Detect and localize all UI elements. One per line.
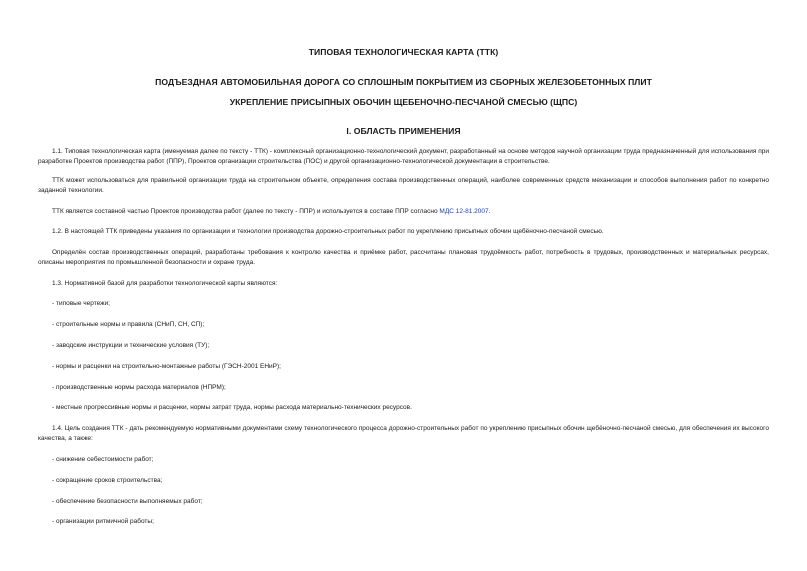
document-subtitle-road: ПОДЪЕЗДНАЯ АВТОМОБИЛЬНАЯ ДОРОГА СО СПЛОШНЫМ ПОКРЫТИЕМ ИЗ СБОРНЫХ ЖЕЛЕЗОБЕТОННЫХ ПЛИТ [155,77,652,87]
paragraph-1-1: 1.1. Типовая технологическая карта (именуемая далее по тексту - ТТК) - комплексный организационно-технологический документ, разработанный на основе методов научной организации труда предназначенный для использования при разработке Проектов производства работ (ППР), Проектов организации строительства (ПОС) и другой организационно-технологической документации в строительстве. [38,148,769,165]
paragraph-ttk-part-of-ppr [38,207,769,217]
list-item: - снижение себестоимости работ; [52,456,154,463]
list-item: - производственные нормы расхода материалов (НПРМ); [52,384,226,391]
paragraph-text: ТТК является составной частью Проектов производства работ (далее по тексту - ППР) и используется в составе ППР согласно [52,208,440,215]
mds-link[interactable]: МДС 12-81.2007 [439,208,489,215]
paragraph-1-3: 1.3. Нормативной базой для разработки технологической карты являются: [52,280,278,287]
paragraph-1-2: 1.2. В настоящей ТТК приведены указания по организации и технологии производства дорожно-строительных работ по укреплению присыпных обочин щебёночно-песчаной смесью. [52,228,604,235]
list-item: - нормы и расценки на строительно-монтажные работы (ГЭСН-2001 ЕНиР); [52,363,281,370]
paragraph-1-4: 1.4. Цель создания ТТК - дать рекомендуемую нормативными документами схему технологического процесса дорожно-строительных работ по укреплению присыпных обочин щебёночно-песчаной смесью, для обеспечения их высокого качества, а также: [38,425,769,442]
list-item: - местные прогрессивные нормы и расценки, нормы затрат труда, нормы расхода материально-технических ресурсов. [52,404,412,411]
list-item: - организации ритмичной работы; [52,518,154,525]
list-item: - сокращение сроков строительства; [52,477,163,484]
list-item: - типовые чертежи; [52,300,110,307]
paragraph-end: . [488,208,491,215]
document-title: ТИПОВАЯ ТЕХНОЛОГИЧЕСКАЯ КАРТА (ТТК) [308,47,499,57]
list-item: - строительные нормы и правила (СНиП, СН, СП); [52,321,205,328]
paragraph-operations: Определён состав производственных операций, разработаны требования к контролю качества и приёмке работ, рассчитаны плановая трудоёмкость работ, потребность в трудовых, производственных и материальных ресурсах, описаны мероприятия по промышленной безопасности и охране труда. [38,249,769,266]
section-heading: I. ОБЛАСТЬ ПРИМЕНЕНИЯ [346,126,461,136]
paragraph-ttk-usage: ТТК может использоваться для правильной организации труда на строительном объекте, определения состава производственных операций, наиболее современных средств механизации и способов выполнения работ по конкретно заданной технологии. [38,177,769,194]
list-item: - обеспечение безопасности выполняемых работ; [52,498,203,505]
list-item: - заводские инструкции и технические условия (ТУ); [52,342,210,349]
document-subtitle-shoulders: УКРЕПЛЕНИЕ ПРИСЫПНЫХ ОБОЧИН ЩЕБЕНОЧНО-ПЕСЧАНОЙ СМЕСЬЮ (ЩПС) [229,97,578,107]
